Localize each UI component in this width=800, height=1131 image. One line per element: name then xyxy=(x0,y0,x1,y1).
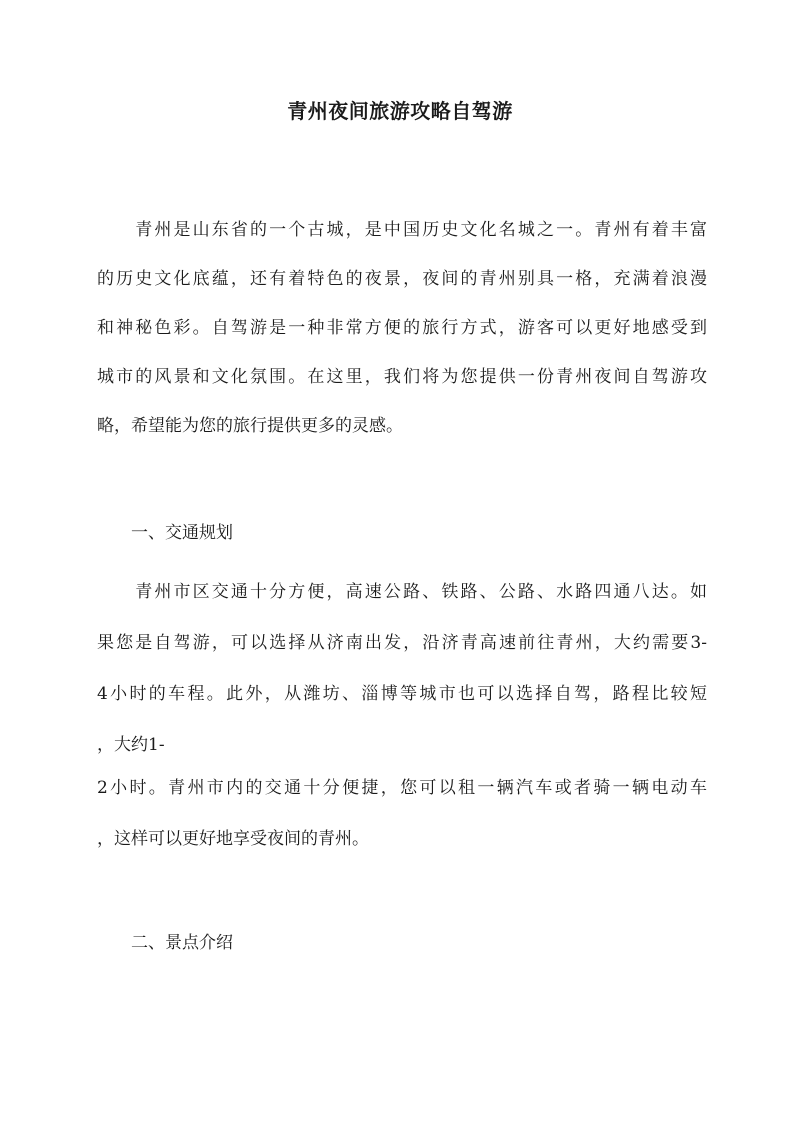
intro-line: 青州是山东省的一个古城，是中国历史文化名城之一。青州有着丰富 xyxy=(97,220,707,240)
section-heading-transport: 一、交通规划 xyxy=(97,523,233,543)
intro-line: 和神秘色彩。自驾游是一种非常方便的旅行方式，游客可以更好地感受到 xyxy=(97,318,707,338)
intro-line: 城市的风景和文化氛围。在这里，我们将为您提供一份青州夜间自驾游攻 xyxy=(97,367,707,387)
section1-line: 青州市区交通十分方便，高速公路、铁路、公路、水路四通八达。如 xyxy=(97,582,707,602)
intro-line: 的历史文化底蕴，还有着特色的夜景，夜间的青州别具一格，充满着浪漫 xyxy=(97,269,707,289)
section1-line: 果您是自驾游，可以选择从济南出发，沿济青高速前往青州，大约需要3- xyxy=(97,633,707,653)
section1-line: 4小时的车程。此外，从潍坊、淄博等城市也可以选择自驾，路程比较短 xyxy=(97,684,707,704)
intro-line: 略，希望能为您的旅行提供更多的灵感。 xyxy=(97,416,403,436)
section1-line: 2小时。青州市内的交通十分便捷，您可以租一辆汽车或者骑一辆电动车 xyxy=(97,778,707,798)
section1-line: ，这样可以更好地享受夜间的青州。 xyxy=(97,829,369,849)
section1-line: ，大约1- xyxy=(97,735,165,755)
section-heading-attractions: 二、景点介绍 xyxy=(97,933,233,953)
document-title: 青州夜间旅游攻略自驾游 xyxy=(287,99,513,123)
